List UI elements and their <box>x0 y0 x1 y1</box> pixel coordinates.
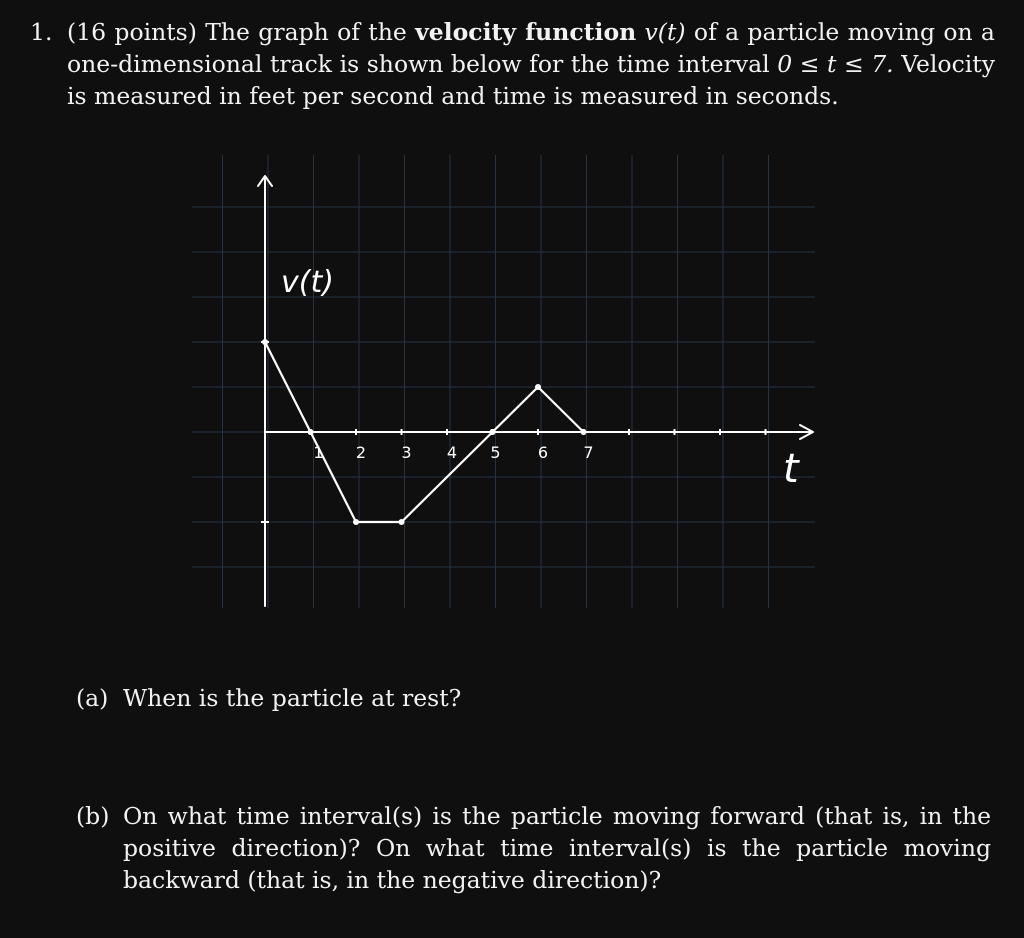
problem-interval: 0 ≤ t ≤ 7. <box>777 50 894 78</box>
x-tick-label: 6 <box>537 443 549 462</box>
y-axis-label: v(t) <box>281 265 334 300</box>
problem-number: 1. <box>30 18 53 46</box>
problem-function-name: v(t) <box>644 18 686 46</box>
x-tick-label: 5 <box>490 443 501 462</box>
part-b-question: On what time interval(s) is the particle moving forward (that is, in the positive direction)? On what time interval(s) is the particle moving backward (that is, in the negative direction)? <box>123 802 991 894</box>
x-tick-label: 1 <box>313 443 324 462</box>
x-tick-label: 3 <box>401 443 412 462</box>
velocity-point <box>353 519 359 525</box>
part-b <box>76 800 991 896</box>
velocity-point <box>399 519 405 525</box>
velocity-point <box>308 429 314 435</box>
part-a-question: When is the particle at rest? <box>123 684 462 712</box>
velocity-point <box>262 339 268 345</box>
problem-points: (16 points) <box>67 18 197 46</box>
x-tick-label: 2 <box>355 443 367 462</box>
velocity-point <box>581 429 587 435</box>
part-a <box>76 682 976 714</box>
velocity-point <box>490 429 496 435</box>
part-a-label: (a) <box>76 684 109 712</box>
x-tick-label: 4 <box>446 443 458 462</box>
part-b-label: (b) <box>76 802 110 830</box>
x-tick-label: 7 <box>583 443 594 462</box>
problem-text-intro: The graph of the <box>205 18 407 46</box>
velocity-point <box>535 384 541 390</box>
problem-text-end: Velocity is measured in feet per second and time is measured in seconds. <box>67 50 995 110</box>
problem-bold-term: velocity function <box>415 18 637 46</box>
problem-text-middle: of a particle moving on a one-dimensional track is shown below for the time interval <box>67 18 995 78</box>
x-axis-label: t <box>783 446 799 492</box>
